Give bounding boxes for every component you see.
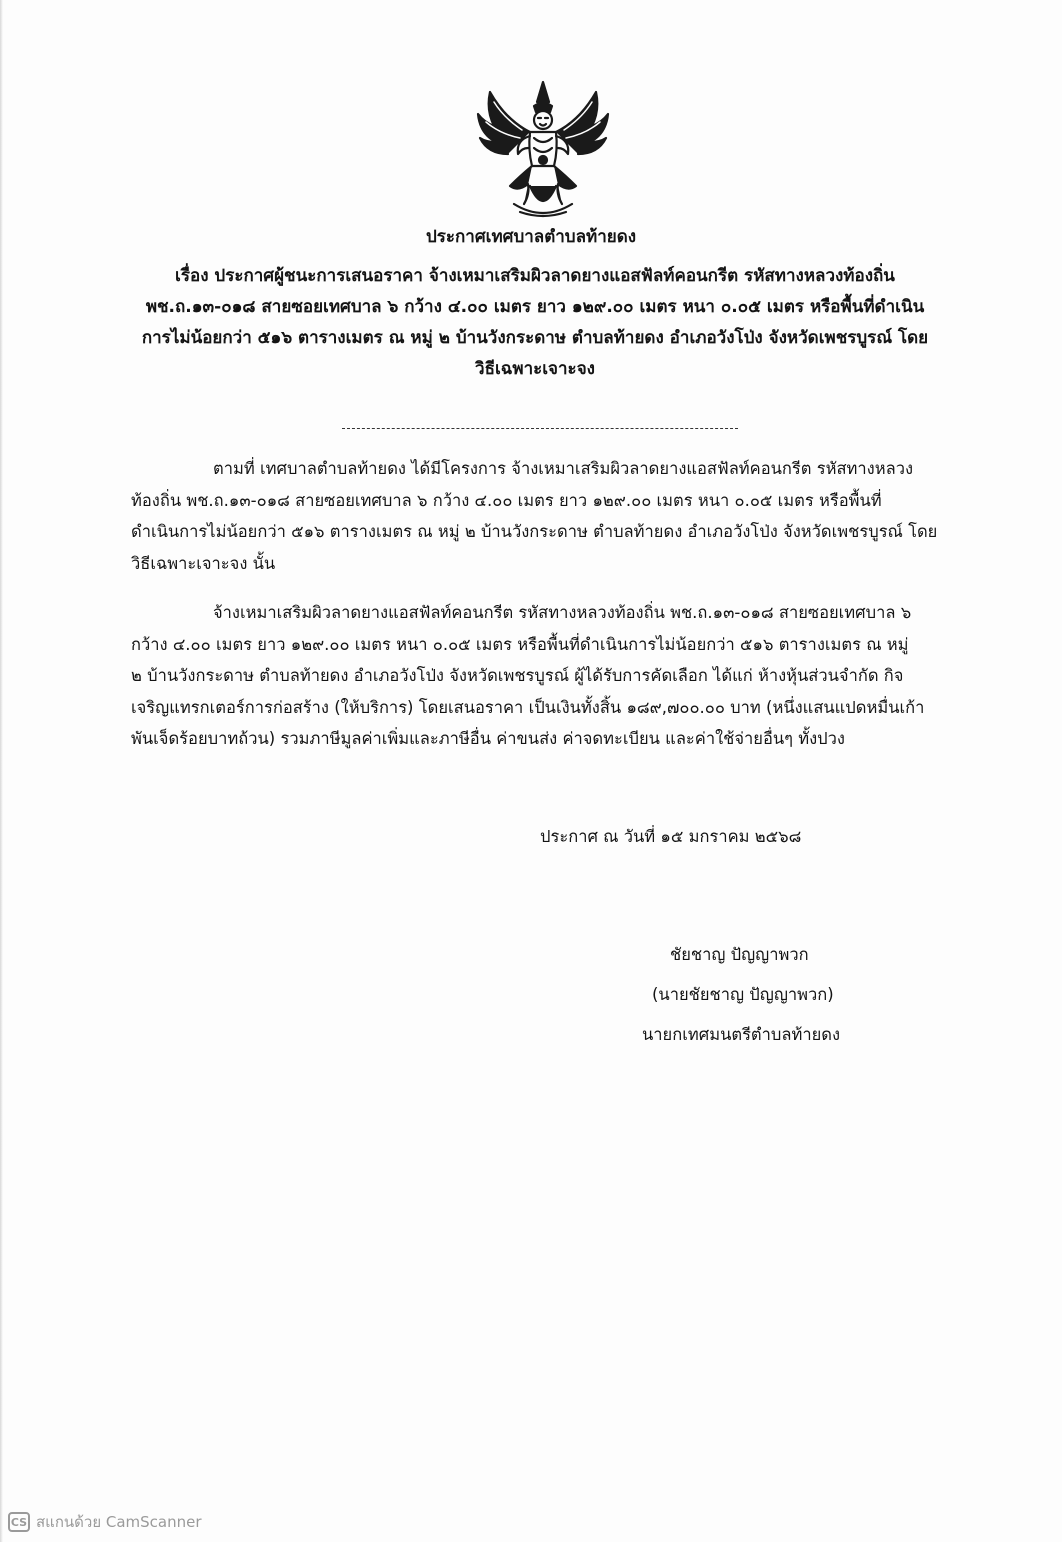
paragraph-line: จ้างเหมาเสริมผิวลาดยางแอสฟัลท์คอนกรีต รหัสทางหลวงท้องถิ่น พช.ถ.๑๓-๐๑๘ สายซอยเทศบาล ๖ xyxy=(213,603,912,622)
paragraph-2 xyxy=(131,597,951,755)
paragraph-line: ตามที่ เทศบาลตำบลท้ายดง ได้มีโครงการ จ้างเหมาเสริมผิวลาดยางแอสฟัลท์คอนกรีต รหัสทางหลวง xyxy=(213,459,914,478)
announcement-title: ประกาศเทศบาลตำบลท้ายดง xyxy=(425,227,637,247)
camscanner-label: สแกนด้วย CamScanner xyxy=(36,1513,202,1531)
camscanner-logo-icon: CS xyxy=(8,1512,30,1532)
subject-line: เรื่อง ประกาศผู้ชนะการเสนอราคา จ้างเหมาเสริมผิวลาดยางแอสฟัลท์คอนกรีต รหัสทางหลวงท้องถิ่น xyxy=(175,266,895,286)
subject-line: การไม่น้อยกว่า ๕๑๖ ตารางเมตร ณ หมู่ ๒ บ้านวังกระดาษ ตำบลท้ายดง อำเภอวังโป่ง จังหวัดเพชรบูรณ์ โดย xyxy=(141,328,929,348)
subject-line: วิธีเฉพาะเจาะจง xyxy=(475,359,595,379)
announcement-date: ประกาศ ณ วันที่ ๑๕ มกราคม ๒๕๖๘ xyxy=(540,827,802,846)
signature-name: ชัยชาญ ปัญญาพวก xyxy=(670,945,809,964)
paragraph-line: ๒ บ้านวังกระดาษ ตำบลท้ายดง อำเภอวังโป่ง จังหวัดเพชรบูรณ์ ผู้ได้รับการคัดเลือก ได้แก่ ห้างหุ้นส่วนจำกัด กิจ xyxy=(131,666,904,685)
garuda-emblem-icon xyxy=(470,76,616,222)
subject-line: พช.ถ.๑๓-๐๑๘ สายซอยเทศบาล ๖ กว้าง ๔.๐๐ เมตร ยาว ๑๒๙.๐๐ เมตร หนา ๐.๐๕ เมตร หรือพื้นที่ดำเนิน xyxy=(145,297,925,317)
subject-block xyxy=(120,261,950,385)
camscanner-watermark xyxy=(8,1510,202,1534)
paragraph-line: ดำเนินการไม่น้อยกว่า ๕๑๖ ตารางเมตร ณ หมู่ ๒ บ้านวังกระดาษ ตำบลท้ายดง อำเภอวังโป่ง จังหวัดเพชรบูรณ์ โดย xyxy=(131,522,938,541)
signature-position: นายกเทศมนตรีตำบลท้ายดง xyxy=(642,1025,841,1044)
paragraph-1 xyxy=(131,453,951,579)
paragraph-line: กว้าง ๔.๐๐ เมตร ยาว ๑๒๙.๐๐ เมตร หนา ๐.๐๕ เมตร หรือพื้นที่ดำเนินการไม่น้อยกว่า ๕๑๖ ตารางเมตร ณ หมู่ xyxy=(131,634,909,654)
signature-block xyxy=(600,935,900,1055)
paragraph-line: ท้องถิ่น พช.ถ.๑๓-๐๑๘ สายซอยเทศบาล ๖ กว้าง ๔.๐๐ เมตร ยาว ๑๒๙.๐๐ เมตร หนา ๐.๐๕ เมตร หรือพื้นที่ xyxy=(131,490,882,510)
paragraph-line: พันเจ็ดร้อยบาทถ้วน) รวมภาษีมูลค่าเพิ่มและภาษีอื่น ค่าขนส่ง ค่าจดทะเบียน และค่าใช้จ่ายอื่นๆ ทั้งปวง xyxy=(131,729,845,748)
signature-full-name: (นายชัยชาญ ปัญญาพวก) xyxy=(652,985,834,1004)
dashed-divider xyxy=(342,428,738,429)
paragraph-line: วิธีเฉพาะเจาะจง นั้น xyxy=(131,553,276,573)
paragraph-line: เจริญแทรกเตอร์การก่อสร้าง (ให้บริการ) โดยเสนอราคา เป็นเงินทั้งสิ้น ๑๘๙,๗๐๐.๐๐ บาท (หนึ่งแสนแปดหมื่นเก้า xyxy=(131,697,925,717)
